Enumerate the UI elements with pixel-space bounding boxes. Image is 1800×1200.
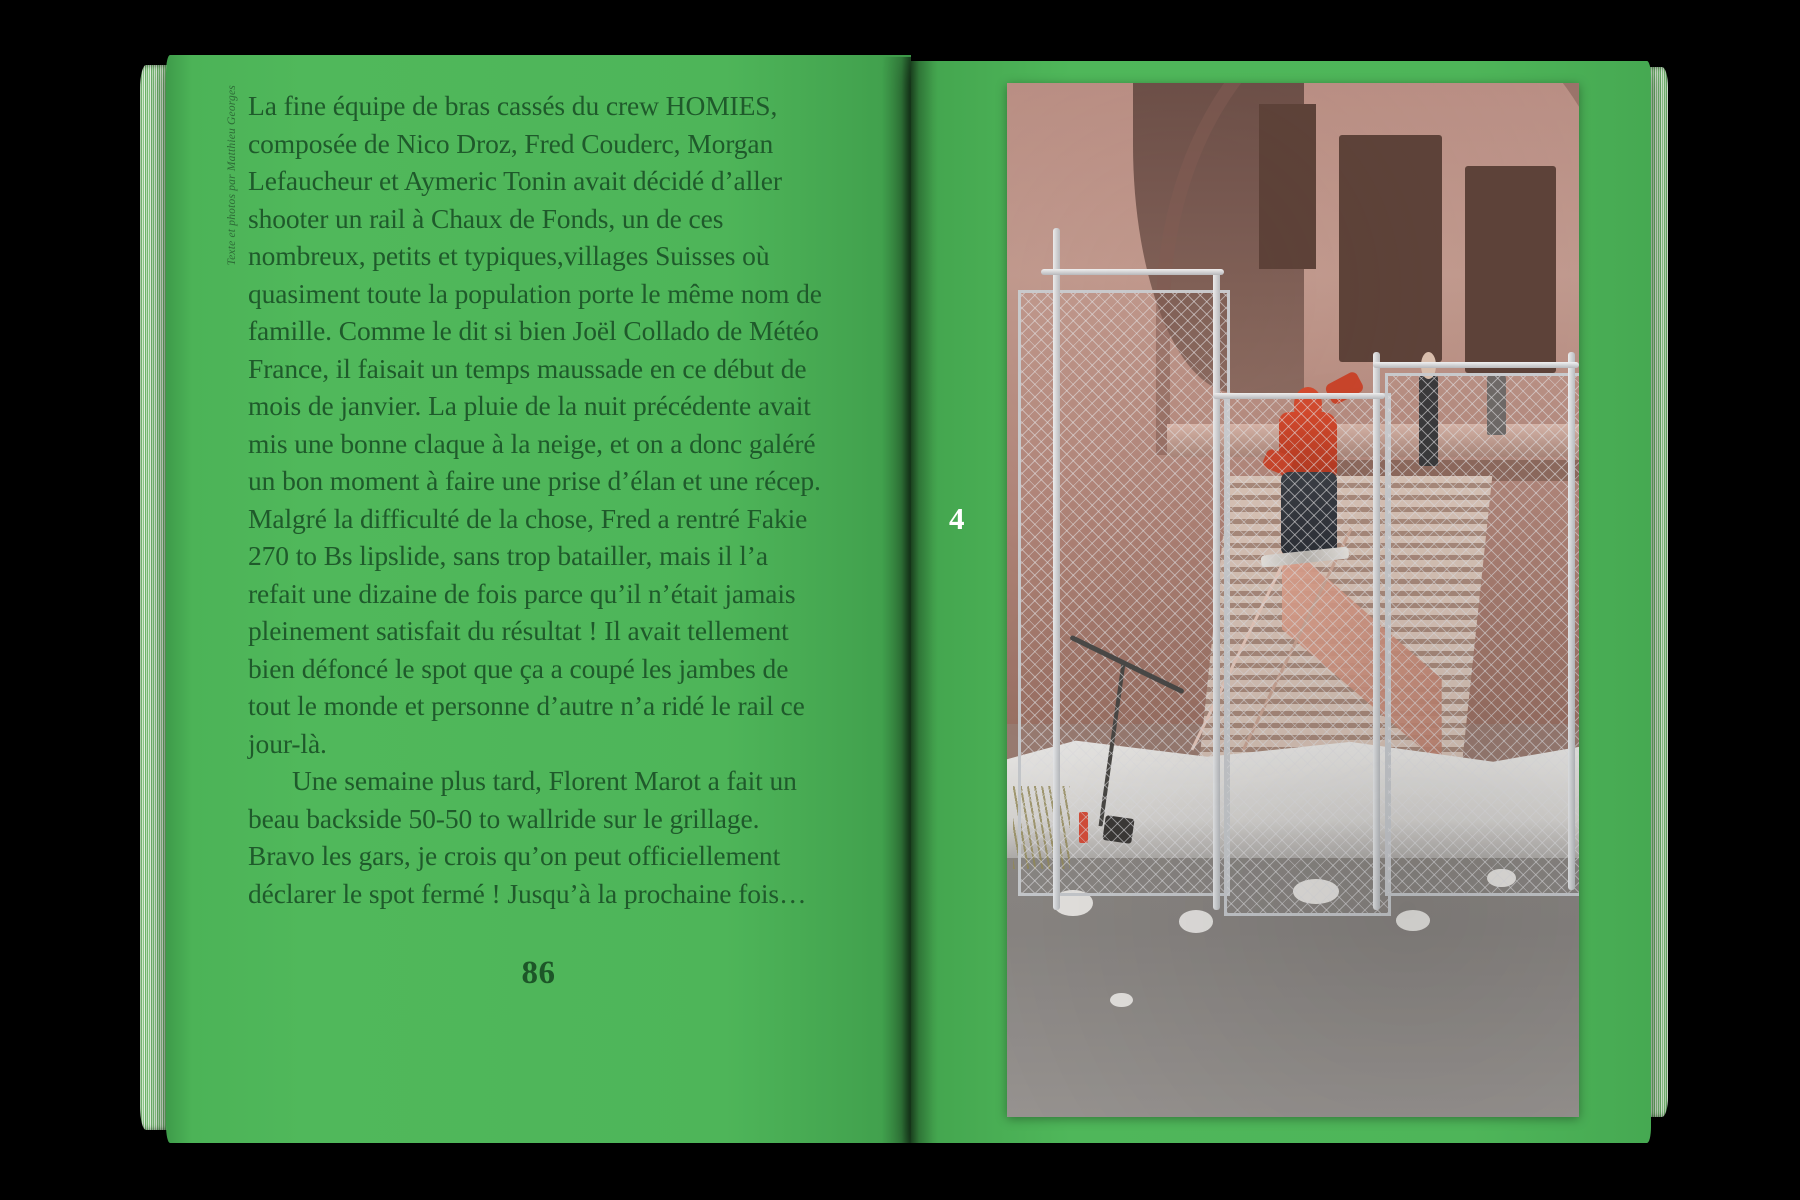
window [1339, 135, 1442, 362]
chain-link-fence [1385, 373, 1579, 896]
fence-top-rail [1041, 269, 1224, 275]
snow-patch [1179, 910, 1213, 933]
page-number-right: 4 [949, 501, 965, 536]
fence-post [1373, 352, 1380, 910]
photo-scene [1007, 83, 1579, 1117]
article-paragraph-1: La fine équipe de bras cassés du crew HOMIES, composée de Nico Droz, Fred Couderc, Morgan Lefaucheur et Aymeric Tonin avait décidé d’aller shooter un rail à Chaux de Fonds, un de ces nombreux, petits et typiques,villages Suisses où quasiment toute la population porte le même nom de famille. Comme le dit si bien Joël Collado de Météo France, il faisait un temps maussade en ce début de mois de janvier. La pluie de la nuit précédente avait mis une bonne claque à la neige, et on a donc galéré un bon moment à faire une prise d’élan et une récep. Malgré la difficulté de la chose, Fred a rentré Fakie 270 to Bs lipslide, sans trop batailler, mais il l’a refait une dizaine de fois parce qu’il n’était jamais pleinement satisfait du résultat ! Il avait tellement bien défoncé le spot que ça a coupé les jambes de tout le monde et personne d’autre n’a ridé le rail ce jour-là. [248, 90, 822, 759]
fence-post [1213, 269, 1220, 910]
fence-post [1568, 352, 1575, 890]
page-right [911, 61, 1651, 1143]
article-body [248, 87, 823, 912]
window [1259, 104, 1316, 269]
photo-credit-vertical: Texte et photos par Matthieu Georges [226, 85, 238, 266]
chain-link-fence [1018, 290, 1230, 896]
chain-link-fence [1224, 393, 1390, 916]
page-left [166, 55, 911, 1143]
article-paragraph-2: Une semaine plus tard, Florent Marot a fait un beau backside 50-50 to wallride sur le grillage. Bravo les gars, je crois qu’on peut officiellement déclarer le spot fermé ! Jusqu’à la prochaine fois… [248, 765, 807, 909]
fence-top-rail [1213, 393, 1385, 399]
fence-top-rail [1373, 362, 1579, 368]
snowboard-photo [1007, 83, 1579, 1117]
snow-patch [1396, 910, 1430, 931]
fence-post [1053, 228, 1060, 910]
window [1465, 166, 1557, 373]
page-number-left: 86 [521, 955, 556, 991]
magazine-spread [140, 55, 1668, 1145]
